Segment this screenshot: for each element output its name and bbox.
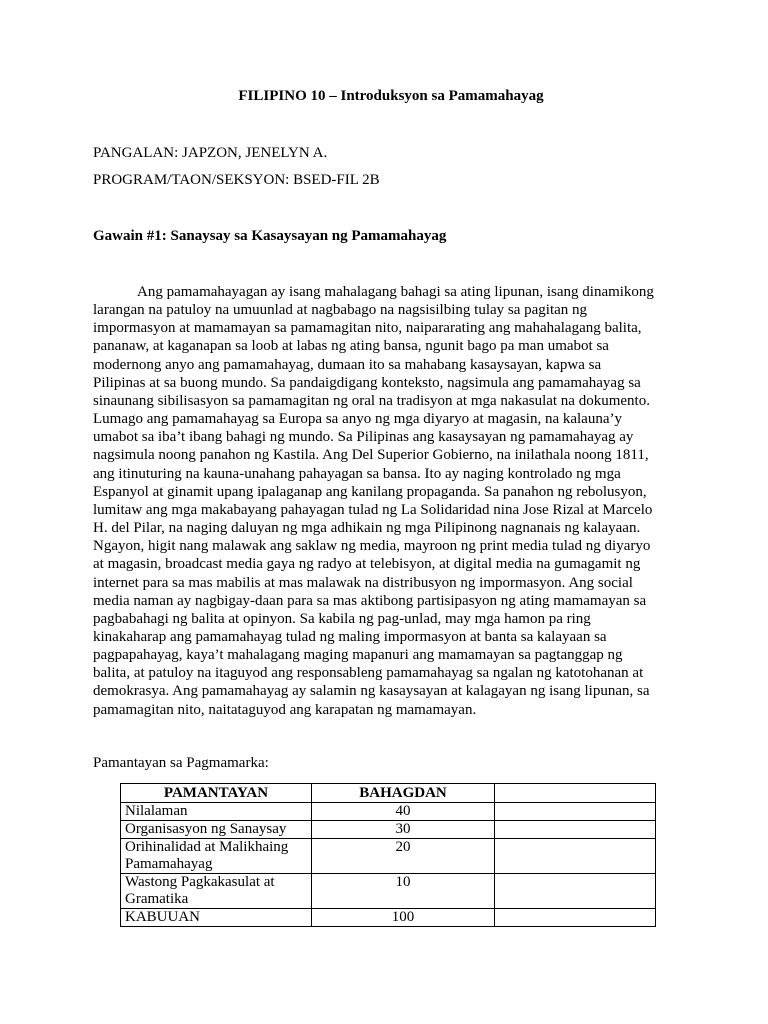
rubric-percent: 10 [312, 874, 495, 909]
rubric-criterion: KABUUAN [121, 909, 312, 927]
rubric-criterion: Orihinalidad at Malikhaing Pamamahayag [121, 839, 312, 874]
rubric-score-cell [495, 803, 656, 821]
essay-body [93, 283, 683, 719]
rubric-label: Pamantayan sa Pagmamarka: [93, 755, 269, 771]
program-line: PROGRAM/TAON/SEKSYON: BSED-FIL 2B [93, 172, 380, 188]
essay-line: pamamagitan nito, naitataguyod ang karapatan ng mamamayan. [93, 701, 477, 718]
rubric-percent: 100 [312, 909, 495, 927]
rubric-score-cell [495, 821, 656, 839]
essay-line: demokrasya. Ang pamamahayag ay salamin ng kasaysayan at kalagayan ng isang lipunan, sa [93, 683, 650, 700]
table-row [121, 909, 656, 927]
rubric-criterion: Wastong Pagkakasulat at Gramatika [121, 874, 312, 909]
essay-line: pagbabahagi ng balita at opinyon. Sa kabila ng pag-unlad, may mga hamon pa ring [93, 610, 591, 627]
essay-line-text: Ang pamamahayagan ay isang mahalagang bahagi sa ating lipunan, isang dinamikong [137, 284, 654, 300]
essay-line: Lumago ang pamamahayag sa Europa sa anyo ng mga diyaryo at magasin, na kalauna’y [93, 411, 622, 428]
essay-line [93, 283, 683, 301]
essay-line: modernong anyo ang pamamahayag, dumaan ito sa mahabang kasaysayan, kapwa sa [93, 356, 602, 373]
essay-line: nagsimula noong panahon ng Kastila. Ang Del Superior Gobierno, na inilathala noong 1811, [93, 447, 649, 464]
rubric-percent: 20 [312, 839, 495, 874]
essay-line: Ngayon, higit nang malawak ang saklaw ng media, mayroon ng print media tulad ng diyaryo [93, 538, 651, 555]
rubric-percent: 40 [312, 803, 495, 821]
rubric-header-score [495, 784, 656, 803]
essay-line: balita, at patuloy na itaguyod ang responsableng pamamahayag sa ngalan ng katotohanan at [93, 665, 644, 682]
table-row [121, 803, 656, 821]
essay-line: Espanyol at ginamit upang ipalaganap ang kanilang propaganda. Sa panahon ng rebolusyon, [93, 483, 647, 500]
essay-line: internet para sa mas mabilis at mas malawak na distribusyon ng impormasyon. Ang social [93, 574, 633, 591]
essay-line: umabot sa iba’t ibang bahagi ng mundo. Sa Pilipinas ang kasaysayan ng pamamahayag ay [93, 429, 634, 446]
table-row [121, 839, 656, 874]
essay-line: media naman ay nagbigay-daan para sa mas aktibong partisipasyon ng ating mamamayan sa [93, 592, 647, 609]
rubric-header-criterion: PAMANTAYAN [121, 784, 312, 803]
rubric-score-cell [495, 839, 656, 874]
document-title: FILIPINO 10 – Introduksyon sa Pamamahayag [238, 88, 544, 104]
name-line: PANGALAN: JAPZON, JENELYN A. [93, 145, 328, 161]
essay-line: Pilipinas at sa buong mundo. Sa pandaigdigang konteksto, nagsimula ang pamamahayag sa [93, 374, 641, 391]
rubric-header-percent: BAHAGDAN [312, 784, 495, 803]
essay-line: pananaw, at kaganapan sa loob at labas ng ating bansa, ngunit bago pa man umabot sa [93, 338, 609, 355]
essay-line: kinakaharap ang pamamahayag tulad ng maling impormasyon at banta sa kalayaan sa [93, 628, 607, 645]
rubric-table [120, 783, 656, 927]
table-row [121, 874, 656, 909]
essay-line: lumitaw ang mga makabayang pahayagan tulad ng La Solidaridad nina Jose Rizal at Marcelo [93, 501, 653, 518]
essay-line: larangan na patuloy na umuunlad at nagbabago na nagsisilbing tulay sa pagitan ng [93, 302, 588, 319]
essay-line: sinaunang sibilisasyon sa pamamagitan ng oral na tradisyon at mga nakasulat na dokumento. [93, 392, 650, 409]
rubric-score-cell [495, 874, 656, 909]
essay-line: ang itinuturing na kauna-unahang pahayagan sa bansa. Ito ay naging kontrolado ng mga [93, 465, 621, 482]
essay-line: pagpapahayag, kaya’t mahalagang maging mapanuri ang mamamayan sa pagtanggap ng [93, 647, 623, 664]
rubric-criterion: Nilalaman [121, 803, 312, 821]
rubric-criterion: Organisasyon ng Sanaysay [121, 821, 312, 839]
table-row [121, 821, 656, 839]
essay-line: at magasin, broadcast media gaya ng radyo at telebisyon, at digital media na gumagamit ng [93, 556, 641, 573]
essay-line: impormasyon at mamamayan sa pamamagitan nito, naipararating ang mahahalagang balita, [93, 320, 642, 337]
essay-line: H. del Pilar, na naging daluyan ng mga adhikain ng mga Pilipinong nagnanais ng kalayaan. [93, 520, 641, 537]
rubric-score-cell [495, 909, 656, 927]
activity-heading: Gawain #1: Sanaysay sa Kasaysayan ng Pamamahayag [93, 228, 447, 244]
rubric-header-row [121, 784, 656, 803]
rubric-percent: 30 [312, 821, 495, 839]
